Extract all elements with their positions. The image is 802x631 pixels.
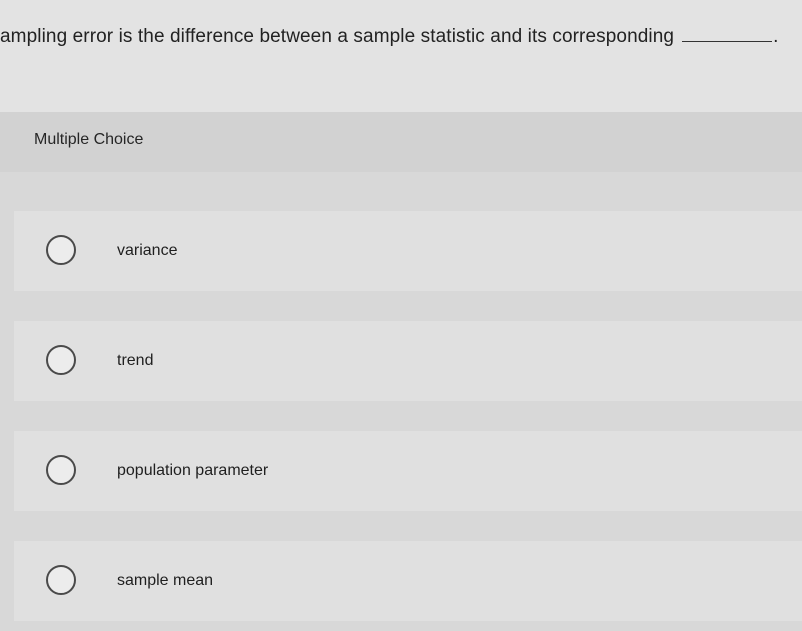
question-area [0, 0, 802, 112]
choice-variance[interactable] [14, 211, 802, 291]
choice-sample-mean[interactable] [14, 541, 802, 621]
choice-label: trend [117, 352, 154, 369]
radio-button[interactable] [46, 235, 76, 265]
radio-button[interactable] [46, 455, 76, 485]
choice-population-parameter[interactable] [14, 431, 802, 511]
choice-label: variance [117, 242, 178, 259]
answer-blank [682, 40, 772, 42]
question-period: . [773, 26, 779, 47]
question-prompt: ampling error is the difference between a sample statistic and its corresponding [0, 26, 675, 47]
multiple-choice-label: Multiple Choice [34, 131, 144, 148]
radio-button[interactable] [46, 345, 76, 375]
choice-label: population parameter [117, 462, 269, 479]
question-text [0, 26, 778, 48]
radio-button[interactable] [46, 565, 76, 595]
choice-trend[interactable] [14, 321, 802, 401]
choice-label: sample mean [117, 572, 214, 589]
